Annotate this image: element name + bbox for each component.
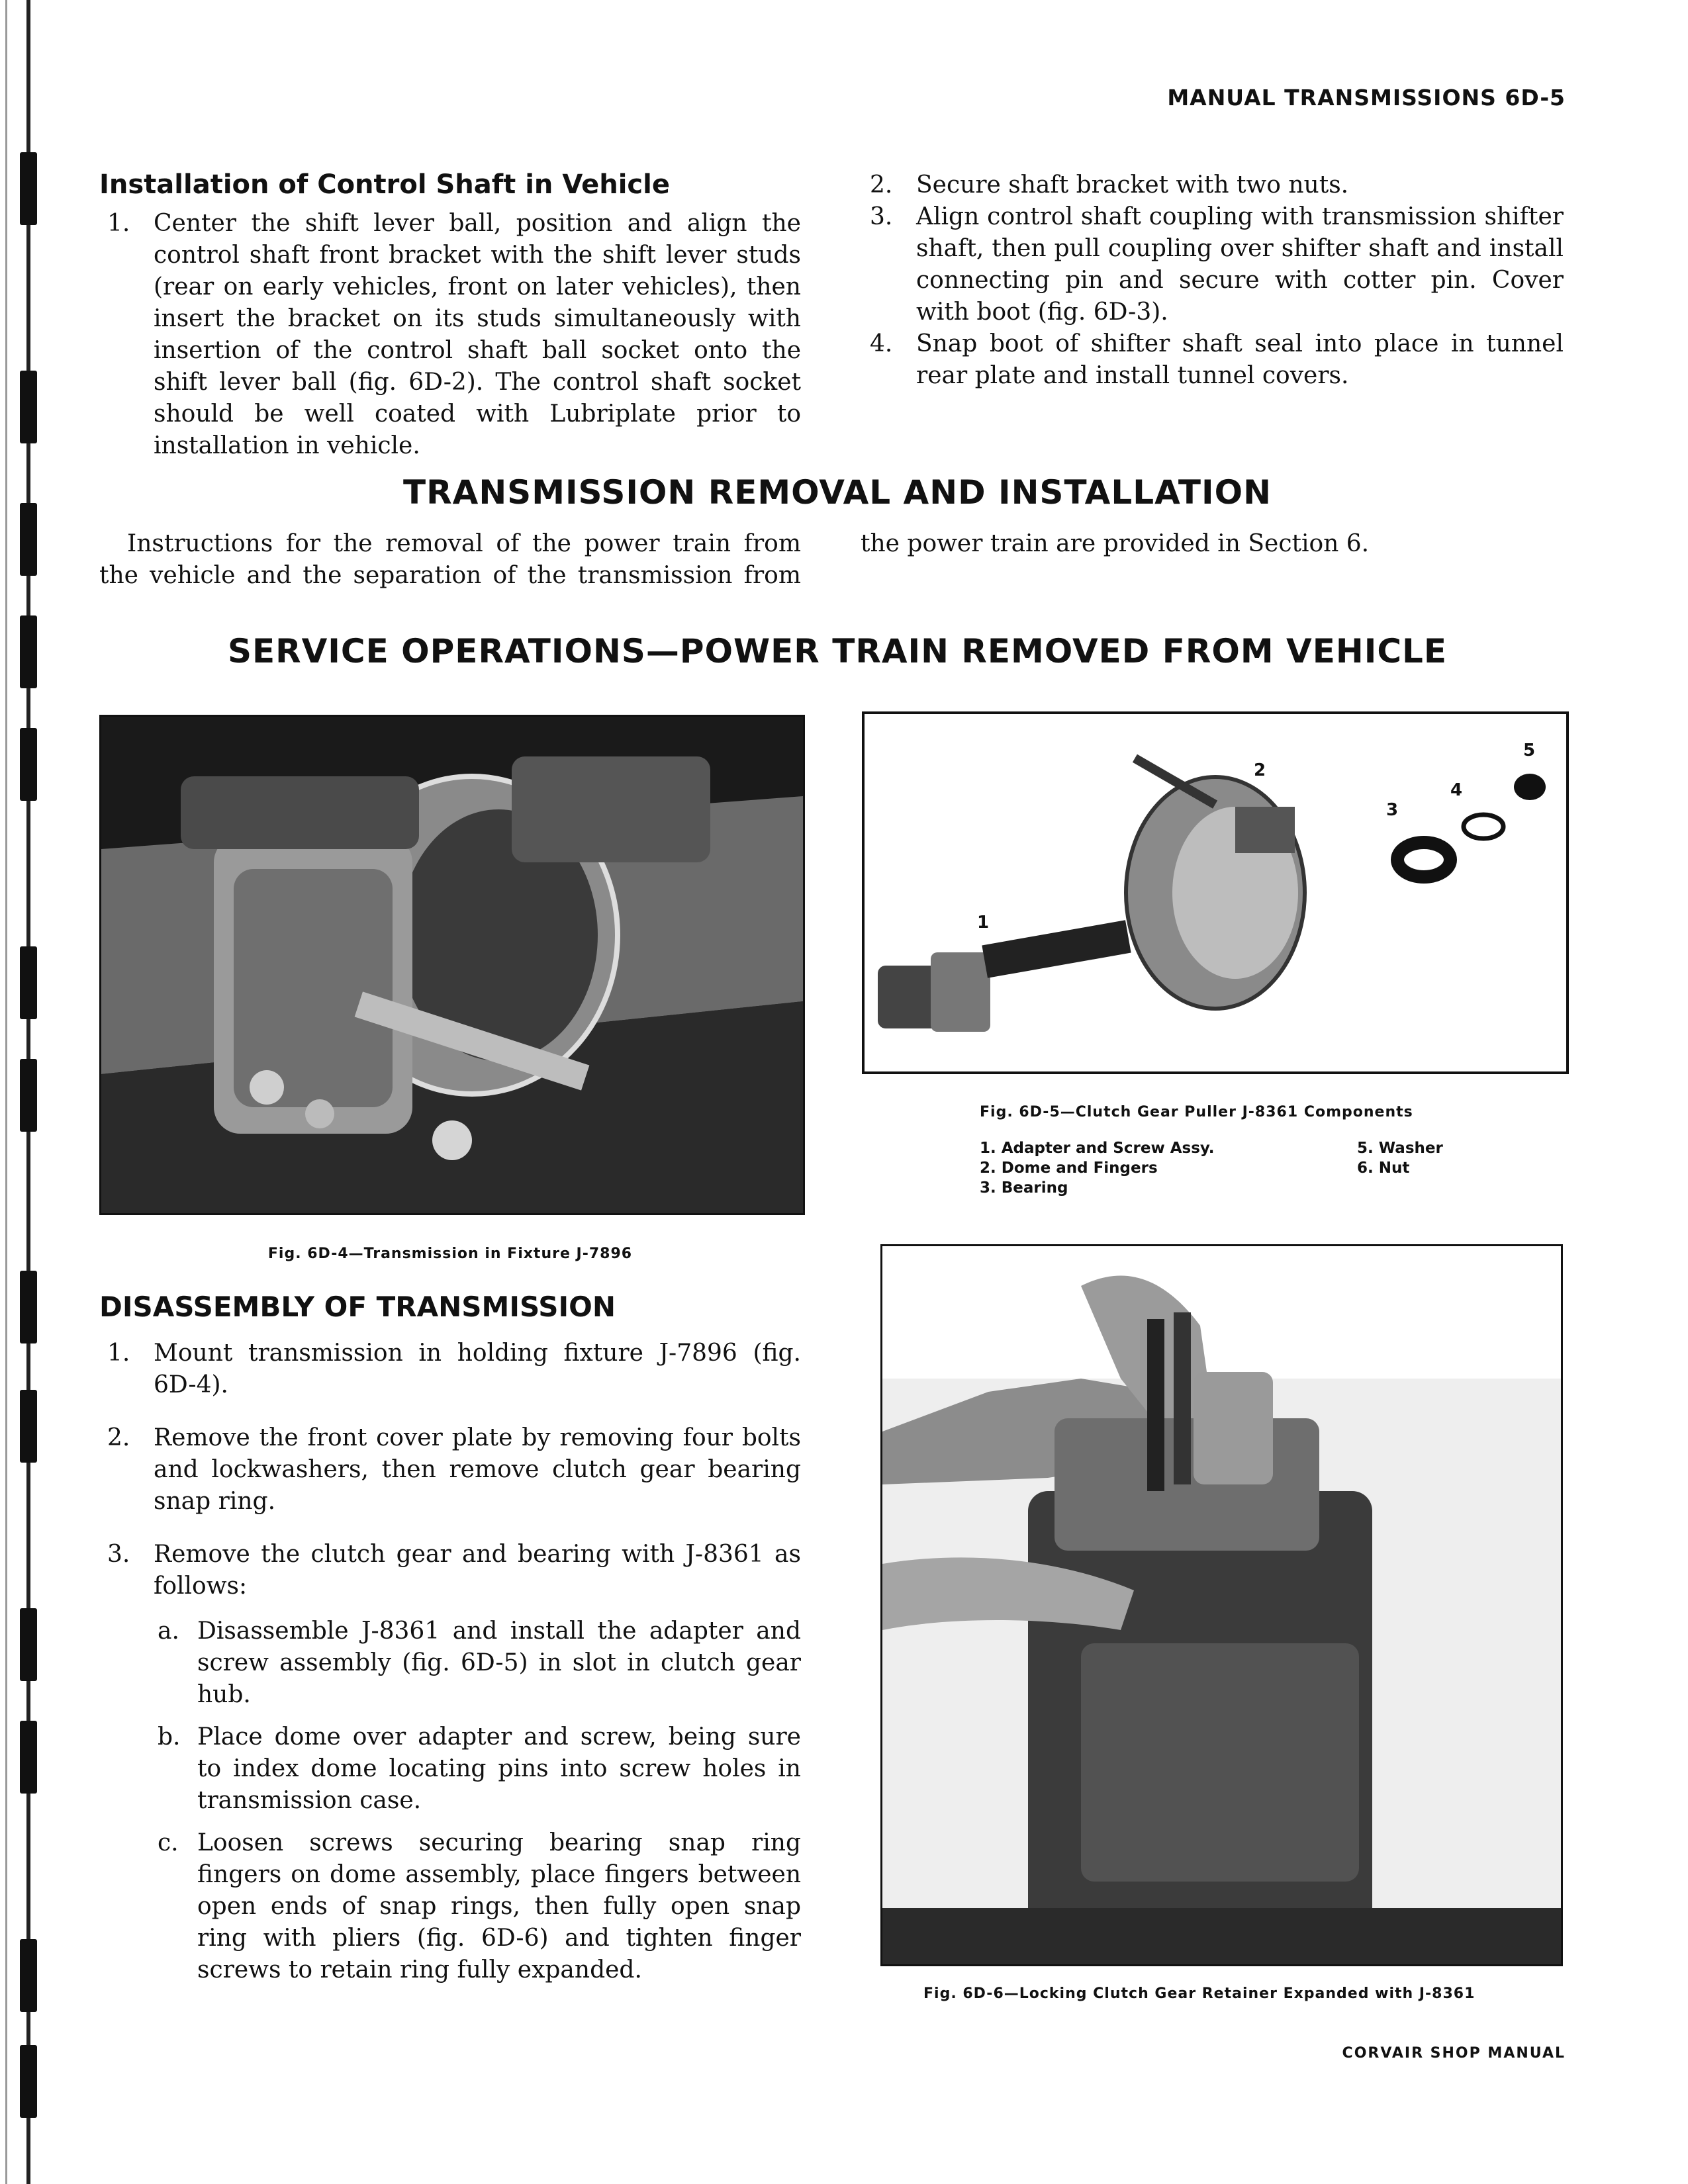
callout-4: 4 <box>1450 780 1463 800</box>
control-shaft-steps-right <box>862 169 1564 392</box>
substep-text: Loosen screws securing bearing snap ring fingers on dome assembly, place fingers between open ends of snap rings, then fully open snap ring with pliers (fig. 6D-6) and tighten finger screws to retain ring fully expanded. <box>197 1829 801 1983</box>
list-item <box>99 1338 801 1401</box>
list-item <box>99 208 801 462</box>
fig-6d-6-caption: Fig. 6D-6—Locking Clutch Gear Retainer Expanded with J-8361 <box>923 1985 1476 2002</box>
fig-6d-5-diagram <box>862 711 1569 1074</box>
step-number: 4. <box>870 330 893 357</box>
page-footer: CORVAIR SHOP MANUAL <box>1342 2045 1566 2062</box>
step-text: Align control shaft coupling with transmission shifter shaft, then pull coupling over shifter shaft and install connecting pin and secure with cotter pin. Cover with boot (fig. 6D-3). <box>916 203 1564 326</box>
legend-item: 3. Bearing <box>980 1179 1068 1197</box>
step-text: Remove the front cover plate by removing four bolts and lockwashers, then remove clutch gear bearing snap ring. <box>154 1424 801 1515</box>
step-number: 2. <box>870 171 893 199</box>
substep-letter: a. <box>158 1617 179 1645</box>
page-header: MANUAL TRANSMISSIONS 6D-5 <box>1167 85 1566 111</box>
callout-1: 1 <box>977 913 990 933</box>
fig-6d-5-legend-left <box>980 1138 1215 1198</box>
list-item <box>862 328 1564 392</box>
step-text: Secure shaft bracket with two nuts. <box>916 171 1349 199</box>
list-item <box>99 1422 801 1518</box>
substep-letter: c. <box>158 1829 179 1856</box>
fig-6d-4-photo <box>99 715 805 1215</box>
step-text: Snap boot of shifter shaft seal into place in tunnel rear plate and install tunnel covers. <box>916 330 1564 389</box>
legend-item: 1. Adapter and Screw Assy. <box>980 1140 1215 1157</box>
list-item <box>99 1539 801 1602</box>
list-item <box>158 1721 801 1817</box>
page-binding-edge <box>0 0 46 2184</box>
control-shaft-section <box>99 169 801 462</box>
step-text: Mount transmission in holding fixture J-7896 (fig. 6D-4). <box>154 1340 801 1398</box>
service-title: SERVICE OPERATIONS—POWER TRAIN REMOVED FROM VEHICLE <box>227 632 1448 670</box>
disassembly-steps <box>99 1338 801 1602</box>
list-item <box>862 201 1564 328</box>
clutch-gear-puller-image <box>865 714 1566 1071</box>
step-number: 3. <box>107 1541 130 1568</box>
fig-6d-5-caption: Fig. 6D-5—Clutch Gear Puller J-8361 Components <box>980 1104 1413 1120</box>
step-number: 2. <box>107 1424 130 1451</box>
callout-2: 2 <box>1254 760 1266 780</box>
removal-title: TRANSMISSION REMOVAL AND INSTALLATION <box>403 473 1272 512</box>
fig-6d-6-photo <box>880 1244 1563 1966</box>
clutch-gear-retainer-image <box>882 1246 1561 1964</box>
fig-6d-5-legend-right <box>1357 1138 1443 1178</box>
list-item <box>158 1615 801 1711</box>
substep-text: Place dome over adapter and screw, being sure to index dome locating pins into screw holes in transmission case. <box>197 1723 801 1814</box>
step-number: 1. <box>107 1340 130 1367</box>
callout-5: 5 <box>1523 741 1536 760</box>
substep-text: Disassemble J-8361 and install the adapter and screw assembly (fig. 6D-5) in slot in clutch gear hub. <box>197 1617 801 1708</box>
step-number: 1. <box>107 210 130 237</box>
legend-item: 6. Nut <box>1357 1160 1410 1177</box>
disassembly-heading: DISASSEMBLY OF TRANSMISSION <box>99 1291 616 1323</box>
list-item <box>862 169 1564 201</box>
legend-item: 2. Dome and Fingers <box>980 1160 1158 1177</box>
disassembly-substeps <box>158 1615 801 1986</box>
removal-text-block <box>99 528 1562 592</box>
step-text: Center the shift lever ball, position and align the control shaft front bracket with the shift lever studs (rear on early vehicles, front on later vehicles), then insert the bracket on its studs simultaneously with insertion of the control shaft ball socket onto the shift lever ball (fig. 6D-2). The control shaft socket should be well coated with Lubriplate prior to installation in vehicle. <box>154 210 801 459</box>
substep-letter: b. <box>158 1723 181 1751</box>
control-shaft-steps <box>99 208 801 462</box>
step-number: 3. <box>870 203 893 230</box>
callout-3: 3 <box>1386 800 1399 820</box>
transmission-fixture-image <box>101 717 803 1213</box>
control-shaft-steps-continued <box>862 169 1564 392</box>
list-item <box>158 1827 801 1986</box>
removal-text: Instructions for the removal of the power train from the vehicle and the separation of the transmission from the power train are provided in Section 6. <box>99 530 1370 589</box>
control-shaft-heading: Installation of Control Shaft in Vehicle <box>99 169 670 200</box>
fig-6d-4-caption: Fig. 6D-4—Transmission in Fixture J-7896 <box>267 1246 633 1262</box>
legend-item: 5. Washer <box>1357 1140 1443 1157</box>
step-text: Remove the clutch gear and bearing with J-8361 as follows: <box>154 1541 801 1600</box>
disassembly-section <box>99 1291 801 1986</box>
